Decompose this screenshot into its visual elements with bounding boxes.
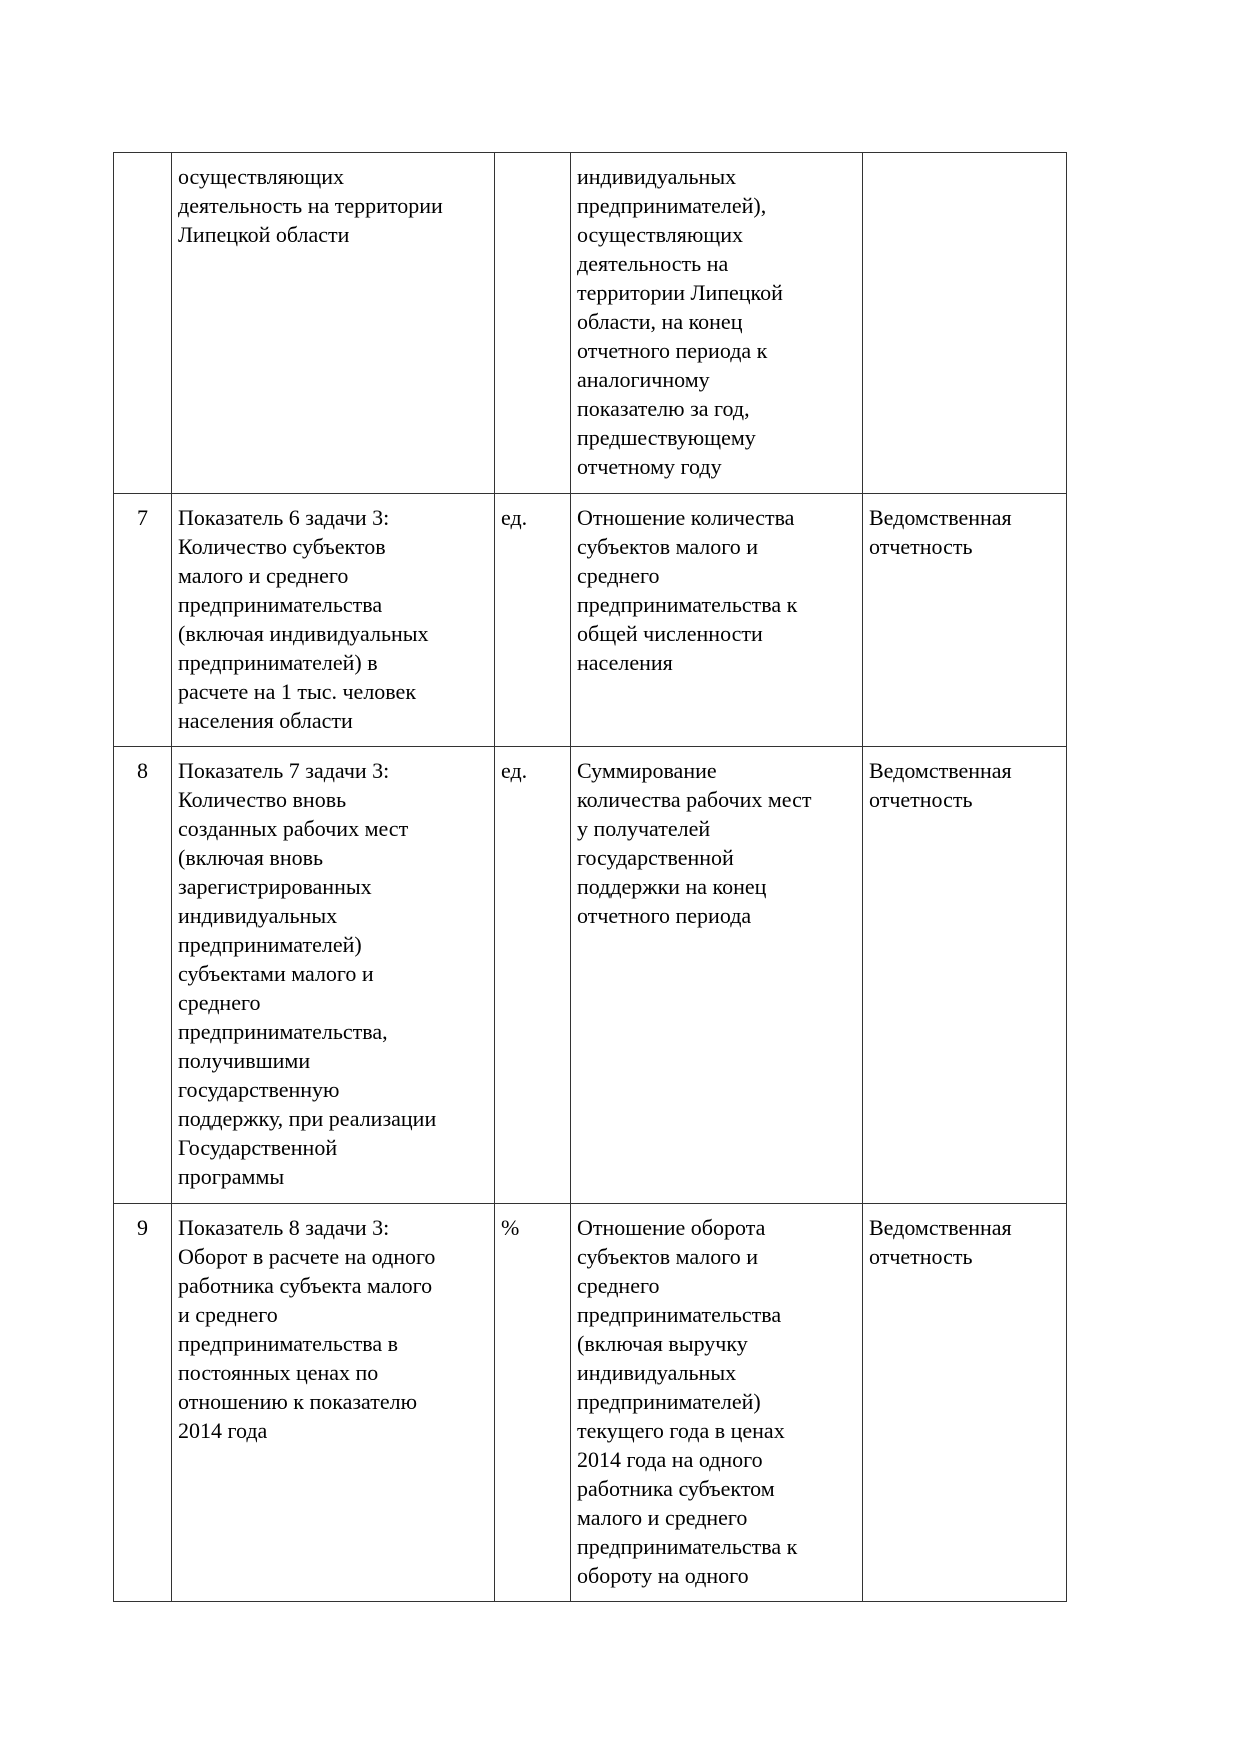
indicator-name-line: осуществляющих <box>178 164 344 189</box>
row-number: 8 <box>114 747 172 1204</box>
calculation-method-line: Суммирование <box>577 758 717 783</box>
indicators-table <box>113 152 1067 1602</box>
indicator-name-line: предпринимательства, <box>178 1019 388 1044</box>
calculation-method-line: текущего года в ценах <box>577 1418 785 1443</box>
indicator-name-line: малого и среднего <box>178 563 349 588</box>
indicator-name-line: Показатель 6 задачи 3: <box>178 505 390 530</box>
row-number: 7 <box>114 494 172 747</box>
calculation-method-line: осуществляющих <box>577 222 743 247</box>
unit <box>495 153 571 494</box>
indicator-name-line: субъектами малого и <box>178 961 374 986</box>
calculation-method-line: предпринимателей) <box>577 1389 761 1414</box>
calculation-method-line: государственной <box>577 845 734 870</box>
calculation-method-line: предпринимательства к <box>577 1534 798 1559</box>
calculation-method-line: обороту на одного <box>577 1563 749 1588</box>
table-row <box>114 153 1067 494</box>
indicator-name <box>172 1204 495 1602</box>
indicator-name-line: населения области <box>178 708 353 733</box>
calculation-method-line: населения <box>577 650 673 675</box>
calculation-method <box>571 1204 863 1602</box>
data-source-line: Ведомственная <box>869 505 1012 530</box>
calculation-method-line: области, на конец <box>577 309 743 334</box>
calculation-method-line: среднего <box>577 1273 660 1298</box>
unit: % <box>495 1204 571 1602</box>
indicator-name-line: Количество субъектов <box>178 534 386 559</box>
calculation-method-line: предпринимательства к <box>577 592 798 617</box>
indicator-name-line: Показатель 7 задачи 3: <box>178 758 390 783</box>
unit: ед. <box>495 747 571 1204</box>
calculation-method-line: отчетного периода к <box>577 338 768 363</box>
data-source-line: отчетность <box>869 787 973 812</box>
indicator-name-line: постоянных ценах по <box>178 1360 379 1385</box>
calculation-method-line: общей численности <box>577 621 763 646</box>
data-source-line: Ведомственная <box>869 1215 1012 1240</box>
indicator-name-line: получившими <box>178 1048 311 1073</box>
data-source-line: отчетность <box>869 1244 973 1269</box>
indicator-name-line: Государственной <box>178 1135 338 1160</box>
indicator-name-line: индивидуальных <box>178 903 338 928</box>
table-row <box>114 494 1067 747</box>
indicator-name-line: Липецкой области <box>178 222 350 247</box>
calculation-method-line: показателю за год, <box>577 396 750 421</box>
data-source <box>863 1204 1067 1602</box>
table-row <box>114 747 1067 1204</box>
calculation-method <box>571 747 863 1204</box>
calculation-method-line: аналогичному <box>577 367 710 392</box>
calculation-method <box>571 153 863 494</box>
calculation-method-line: Отношение количества <box>577 505 795 530</box>
calculation-method-line: индивидуальных <box>577 164 737 189</box>
table-row <box>114 1204 1067 1602</box>
calculation-method-line: субъектов малого и <box>577 534 759 559</box>
indicator-name-line: среднего <box>178 990 261 1015</box>
calculation-method-line: индивидуальных <box>577 1360 737 1385</box>
calculation-method-line: отчетного периода <box>577 903 752 928</box>
indicator-name-line: предпринимательства <box>178 592 383 617</box>
indicator-name-line: предпринимательства в <box>178 1331 399 1356</box>
calculation-method-line: предпринимательства <box>577 1302 782 1327</box>
calculation-method-line: Отношение оборота <box>577 1215 766 1240</box>
calculation-method-line: предшествующему <box>577 425 756 450</box>
calculation-method-line: (включая выручку <box>577 1331 748 1356</box>
indicator-name <box>172 494 495 747</box>
indicator-name-line: (включая индивидуальных <box>178 621 429 646</box>
calculation-method-line: у получателей <box>577 816 711 841</box>
data-source <box>863 494 1067 747</box>
row-number <box>114 153 172 494</box>
indicator-name-line: созданных рабочих мест <box>178 816 409 841</box>
calculation-method-line: территории Липецкой <box>577 280 783 305</box>
indicator-name-line: предпринимателей) в <box>178 650 378 675</box>
row-number: 9 <box>114 1204 172 1602</box>
indicator-name-line: Оборот в расчете на одного <box>178 1244 436 1269</box>
indicator-name-line: отношению к показателю <box>178 1389 418 1414</box>
calculation-method-line: деятельность на <box>577 251 729 276</box>
calculation-method-line: предпринимателей), <box>577 193 767 218</box>
indicator-name-line: Количество вновь <box>178 787 347 812</box>
calculation-method-line: отчетному году <box>577 454 722 479</box>
indicator-name-line: предпринимателей) <box>178 932 362 957</box>
calculation-method-line: работника субъектом <box>577 1476 775 1501</box>
indicator-name-line: и среднего <box>178 1302 278 1327</box>
data-source <box>863 747 1067 1204</box>
calculation-method-line: поддержки на конец <box>577 874 767 899</box>
calculation-method <box>571 494 863 747</box>
indicator-name-line: работника субъекта малого <box>178 1273 433 1298</box>
data-source <box>863 153 1067 494</box>
indicator-name-line: поддержку, при реализации <box>178 1106 437 1131</box>
calculation-method-line: 2014 года на одного <box>577 1447 763 1472</box>
indicator-name-line: Показатель 8 задачи 3: <box>178 1215 390 1240</box>
indicator-name-line: деятельность на территории <box>178 193 443 218</box>
indicator-name-line: 2014 года <box>178 1418 268 1443</box>
calculation-method-line: субъектов малого и <box>577 1244 759 1269</box>
indicator-name-line: (включая вновь <box>178 845 324 870</box>
indicator-name <box>172 153 495 494</box>
data-source-line: Ведомственная <box>869 758 1012 783</box>
calculation-method-line: количества рабочих мест <box>577 787 812 812</box>
indicator-name-line: программы <box>178 1164 285 1189</box>
unit: ед. <box>495 494 571 747</box>
calculation-method-line: среднего <box>577 563 660 588</box>
indicator-name-line: государственную <box>178 1077 340 1102</box>
indicator-name-line: зарегистрированных <box>178 874 372 899</box>
calculation-method-line: малого и среднего <box>577 1505 748 1530</box>
indicator-name-line: расчете на 1 тыс. человек <box>178 679 417 704</box>
data-source-line: отчетность <box>869 534 973 559</box>
indicator-name <box>172 747 495 1204</box>
